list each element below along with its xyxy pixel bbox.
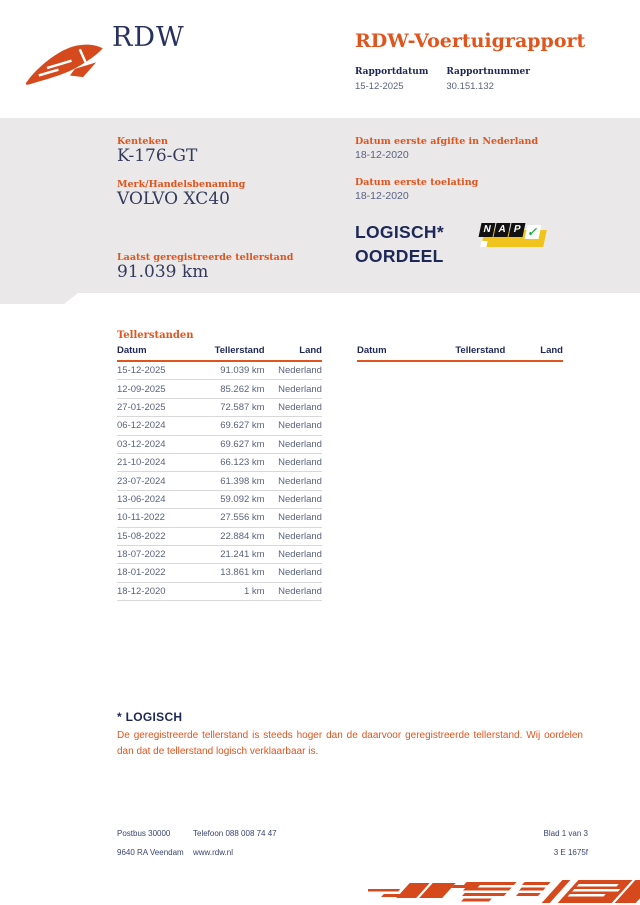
cell-datum: 27-01-2025 bbox=[117, 401, 166, 413]
cell-datum: 18-12-2020 bbox=[117, 585, 166, 597]
cell-land: Nederland bbox=[278, 401, 322, 413]
toelating-value: 18-12-2020 bbox=[355, 190, 409, 202]
tellerstanden-heading: Tellerstanden bbox=[117, 330, 194, 341]
cell-tellerstand: 1 km bbox=[243, 585, 265, 597]
logisch-footnote-text: De geregistreerde tellerstand is steeds hoger dan de daarvoor geregistreerde tellerstand. Wij oordelen dan dat de tellerstand logisch verklaarbaar is. bbox=[117, 730, 583, 757]
cell-land: Nederland bbox=[278, 549, 322, 561]
cell-tellerstand: 66.123 km bbox=[220, 457, 265, 469]
tellerstanden-table-header bbox=[117, 345, 322, 362]
table-row bbox=[117, 472, 322, 490]
cell-tellerstand: 59.092 km bbox=[220, 493, 265, 505]
laatste-tellerstand-value: 91.039 km bbox=[117, 262, 209, 282]
report-number-label: Rapportnummer bbox=[446, 67, 530, 77]
cell-land: Nederland bbox=[278, 457, 322, 469]
cell-land: Nederland bbox=[278, 567, 322, 579]
cell-land: Nederland bbox=[278, 420, 322, 432]
laatste-tellerstand-label: Laatst geregistreerde tellerstand bbox=[117, 252, 294, 263]
table-row bbox=[117, 417, 322, 435]
cell-datum: 21-10-2024 bbox=[117, 457, 166, 469]
footer-telefoon: Telefoon 088 008 74 47 bbox=[193, 829, 277, 838]
afgifte-label: Datum eerste afgifte in Nederland bbox=[355, 136, 539, 147]
cell-land: Nederland bbox=[278, 493, 322, 505]
report-number-value: 30.151.132 bbox=[446, 81, 494, 92]
cell-tellerstand: 13.861 km bbox=[220, 567, 265, 579]
toelating-label: Datum eerste toelating bbox=[355, 177, 479, 188]
tellerstanden-table bbox=[117, 345, 322, 601]
cell-land: Nederland bbox=[278, 512, 322, 524]
column-header-land-2: Land bbox=[540, 345, 563, 356]
cell-datum: 10-11-2022 bbox=[117, 512, 165, 524]
cell-land: Nederland bbox=[278, 475, 322, 487]
cell-datum: 13-06-2024 bbox=[117, 493, 166, 505]
cell-tellerstand: 27.556 km bbox=[220, 512, 265, 524]
kenteken-label: Kenteken bbox=[117, 136, 168, 147]
report-title: RDW-Voertuigrapport bbox=[355, 30, 586, 52]
report-number bbox=[446, 67, 530, 92]
column-header-datum-2: Datum bbox=[357, 345, 387, 356]
cell-datum: 23-07-2024 bbox=[117, 475, 166, 487]
merk-value: VOLVO XC40 bbox=[117, 189, 230, 209]
cell-datum: 15-08-2022 bbox=[117, 530, 166, 542]
rdw-feather-logo-icon bbox=[24, 41, 106, 87]
merk-label: Merk/Handelsbenaming bbox=[117, 179, 246, 190]
column-header-datum: Datum bbox=[117, 345, 147, 356]
table-row bbox=[117, 546, 322, 564]
table-row bbox=[117, 454, 322, 472]
report-date-value: 15-12-2025 bbox=[355, 81, 404, 92]
cell-tellerstand: 69.627 km bbox=[220, 420, 265, 432]
footer-form-code: 3 E 1675f bbox=[553, 848, 588, 857]
table-row bbox=[117, 491, 322, 509]
cell-tellerstand: 61.398 km bbox=[220, 475, 265, 487]
logisch-footnote-title: * LOGISCH bbox=[117, 710, 183, 724]
cell-datum: 15-12-2025 bbox=[117, 365, 166, 377]
cell-datum: 18-01-2022 bbox=[117, 567, 166, 579]
summary-panel-notch bbox=[0, 293, 78, 304]
table-row bbox=[117, 583, 322, 601]
cell-land: Nederland bbox=[278, 438, 322, 450]
footer-postbus: Postbus 30000 bbox=[117, 829, 171, 838]
nap-letter-p: P bbox=[509, 223, 526, 237]
oordeel-line1: LOGISCH* bbox=[355, 222, 444, 242]
cell-tellerstand: 21.241 km bbox=[220, 549, 265, 561]
table-row bbox=[117, 509, 322, 527]
table-row bbox=[117, 380, 322, 398]
cell-tellerstand: 22.884 km bbox=[220, 530, 265, 542]
footer-plaats: 9640 RA Veendam bbox=[117, 848, 184, 857]
report-date bbox=[355, 67, 428, 92]
table-row bbox=[117, 436, 322, 454]
footer-page-number: Blad 1 van 3 bbox=[543, 829, 588, 838]
footer-website: www.rdw.nl bbox=[193, 848, 234, 857]
nap-letter-a: A bbox=[494, 223, 511, 237]
table-row bbox=[117, 528, 322, 546]
cell-tellerstand: 69.627 km bbox=[220, 438, 265, 450]
afgifte-value: 18-12-2020 bbox=[355, 149, 409, 161]
cell-datum: 18-07-2022 bbox=[117, 549, 166, 561]
nap-checkmark-icon: ✓ bbox=[526, 225, 540, 239]
table-row bbox=[117, 399, 322, 417]
tellerstanden-table-header-2 bbox=[357, 345, 563, 362]
oordeel-line2: OORDEEL bbox=[355, 246, 444, 266]
cell-land: Nederland bbox=[278, 383, 322, 395]
cell-land: Nederland bbox=[278, 365, 322, 377]
cell-datum: 12-09-2025 bbox=[117, 383, 166, 395]
report-meta bbox=[355, 67, 548, 92]
cell-datum: 06-12-2024 bbox=[117, 420, 166, 432]
report-date-label: Rapportdatum bbox=[355, 67, 429, 77]
nap-white-notch bbox=[480, 241, 487, 247]
cell-tellerstand: 72.587 km bbox=[220, 401, 265, 413]
table-row bbox=[117, 564, 322, 582]
cell-tellerstand: 85.262 km bbox=[220, 383, 265, 395]
column-header-tellerstand-2: Tellerstand bbox=[455, 345, 506, 356]
column-header-land: Land bbox=[299, 345, 322, 356]
summary-panel bbox=[0, 118, 640, 293]
tellerstanden-table-continued bbox=[357, 345, 563, 362]
nap-logo bbox=[478, 221, 550, 251]
cell-datum: 03-12-2024 bbox=[117, 438, 166, 450]
rdw-speed-stripes-graphic bbox=[368, 876, 640, 905]
oordeel-text bbox=[355, 220, 444, 268]
cell-land: Nederland bbox=[278, 585, 322, 597]
column-header-tellerstand: Tellerstand bbox=[214, 345, 265, 356]
table-row bbox=[117, 362, 322, 380]
kenteken-value: K-176-GT bbox=[117, 146, 198, 166]
rdw-logo-text: RDW bbox=[112, 22, 185, 53]
cell-land: Nederland bbox=[278, 530, 322, 542]
cell-tellerstand: 91.039 km bbox=[220, 365, 265, 377]
nap-letter-n: N bbox=[479, 223, 496, 237]
